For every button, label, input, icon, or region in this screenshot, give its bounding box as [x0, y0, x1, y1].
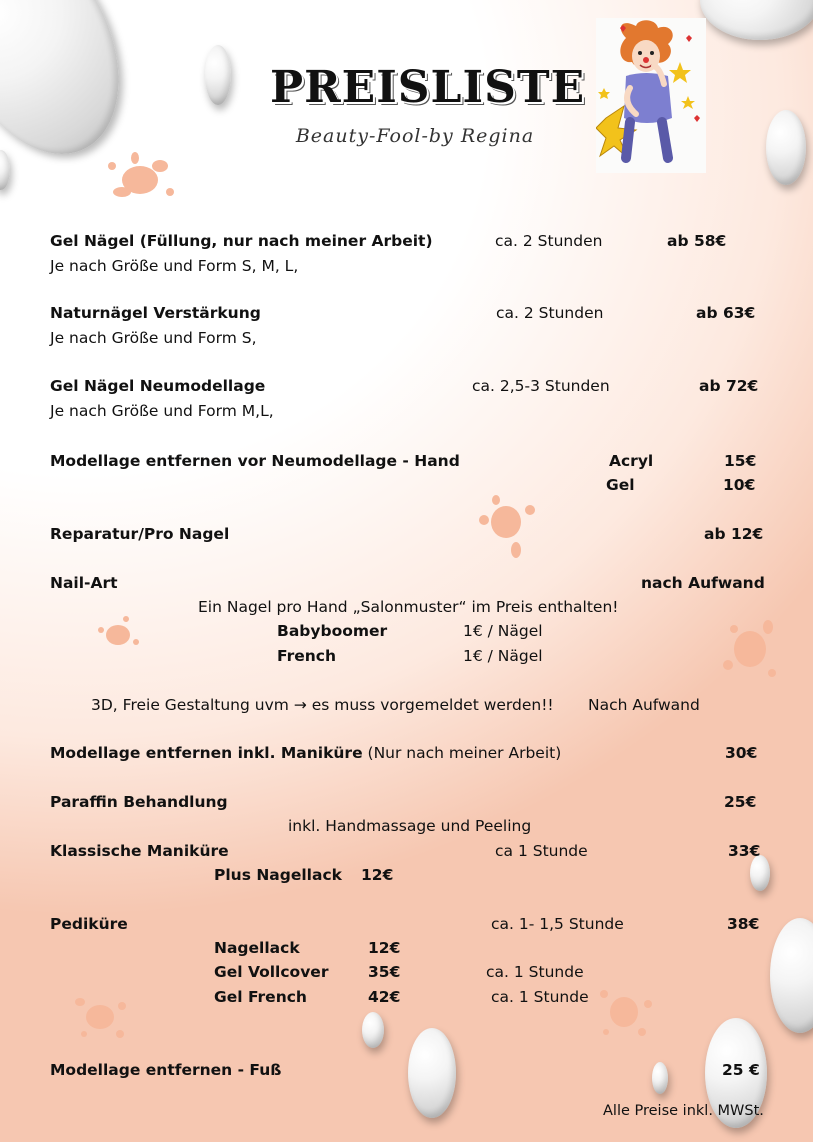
option-label: Gel Vollcover	[214, 963, 329, 981]
service-extra-price: Nach Aufwand	[588, 696, 700, 714]
service-note: Ein Nagel pro Hand „Salonmuster“ im Preis enthalten!	[198, 598, 619, 616]
option-price: 35€	[368, 963, 401, 981]
water-drop-decoration	[0, 150, 10, 190]
vat-note: Alle Preise inkl. MWSt.	[603, 1103, 764, 1119]
service-detail: Je nach Größe und Form S,	[50, 329, 257, 347]
service-duration: ca 1 Stunde	[495, 842, 588, 860]
water-drop-decoration	[408, 1028, 456, 1118]
option-label: Nagellack	[214, 939, 300, 957]
service-modellage-entfernen-hand: Modellage entfernen vor Neumodellage - Hand	[50, 452, 460, 470]
service-gel-naegel-neumodellage: Gel Nägel Neumodellage	[50, 377, 266, 395]
option-price: 42€	[368, 988, 401, 1006]
service-detail: Je nach Größe und Form M,L,	[50, 402, 274, 420]
addon-price: 12€	[361, 866, 394, 884]
service-duration: ca. 2 Stunden	[495, 232, 603, 250]
service-price: 33€	[728, 842, 761, 860]
splash-decoration	[720, 615, 780, 685]
water-drop-decoration	[362, 1012, 384, 1048]
service-price: ab 12€	[704, 525, 764, 543]
service-modellage-manikuere: Modellage entfernen inkl. Maniküre (Nur nach meiner Arbeit)	[50, 744, 562, 762]
clown-illustration	[596, 18, 706, 173]
option-duration: ca. 1 Stunde	[491, 988, 589, 1006]
service-naturnaegel: Naturnägel Verstärkung	[50, 304, 261, 322]
service-duration: ca. 2,5-3 Stunden	[472, 377, 610, 395]
service-price: ab 58€	[667, 232, 727, 250]
option-label: Gel	[606, 476, 635, 494]
splash-decoration	[476, 492, 536, 562]
option-price: 12€	[368, 939, 401, 957]
service-duration: ca. 1- 1,5 Stunde	[491, 915, 624, 933]
service-price: 25 €	[722, 1061, 760, 1079]
service-extra: 3D, Freie Gestaltung uvm → es muss vorgemeldet werden!!	[91, 696, 554, 714]
service-duration: ca. 2 Stunden	[496, 304, 604, 322]
option-label: Acryl	[609, 452, 654, 470]
option-label: Gel French	[214, 988, 307, 1006]
service-reparatur: Reparatur/Pro Nagel	[50, 525, 230, 543]
option-price: 1€ / Nägel	[463, 622, 543, 640]
splash-decoration	[596, 982, 656, 1042]
option-label: French	[277, 647, 337, 665]
option-price: 10€	[723, 476, 756, 494]
option-label: Babyboomer	[277, 622, 388, 640]
service-price: ab 72€	[699, 377, 759, 395]
service-price: nach Aufwand	[641, 574, 765, 592]
option-price: 15€	[724, 452, 757, 470]
water-drop-decoration	[205, 45, 231, 105]
service-nail-art: Nail-Art	[50, 574, 118, 592]
splash-decoration	[96, 615, 142, 655]
service-pedikuere: Pediküre	[50, 915, 128, 933]
water-drop-decoration	[652, 1062, 668, 1094]
service-gel-naegel-fuellung: Gel Nägel (Füllung, nur nach meiner Arbeit)	[50, 232, 433, 250]
water-drop-decoration	[766, 110, 806, 185]
page-subtitle: Beauty-Fool-by Regina	[295, 125, 535, 147]
service-note: (Nur nach meiner Arbeit)	[362, 744, 562, 762]
service-klassische-manikuere: Klassische Maniküre	[50, 842, 229, 860]
service-modellage-entfernen-fuss: Modellage entfernen - Fuß	[50, 1061, 282, 1079]
service-detail: inkl. Handmassage und Peeling	[288, 817, 532, 835]
option-duration: ca. 1 Stunde	[486, 963, 584, 981]
page-title: PREISLISTE	[270, 62, 586, 113]
addon-label: Plus Nagellack	[214, 866, 342, 884]
service-price: 25€	[724, 793, 757, 811]
splash-decoration	[70, 992, 130, 1042]
service-price: ab 63€	[696, 304, 756, 322]
splash-decoration	[100, 148, 180, 208]
service-price: 30€	[725, 744, 758, 762]
service-price: 38€	[727, 915, 760, 933]
service-note: (Füllung, nur nach meiner Arbeit)	[134, 232, 433, 250]
water-drop-decoration	[750, 855, 770, 891]
option-price: 1€ / Nägel	[463, 647, 543, 665]
service-paraffin: Paraffin Behandlung	[50, 793, 228, 811]
water-drop-decoration	[770, 918, 813, 1033]
service-detail: Je nach Größe und Form S, M, L,	[50, 257, 299, 275]
water-drop-decoration	[700, 0, 813, 40]
